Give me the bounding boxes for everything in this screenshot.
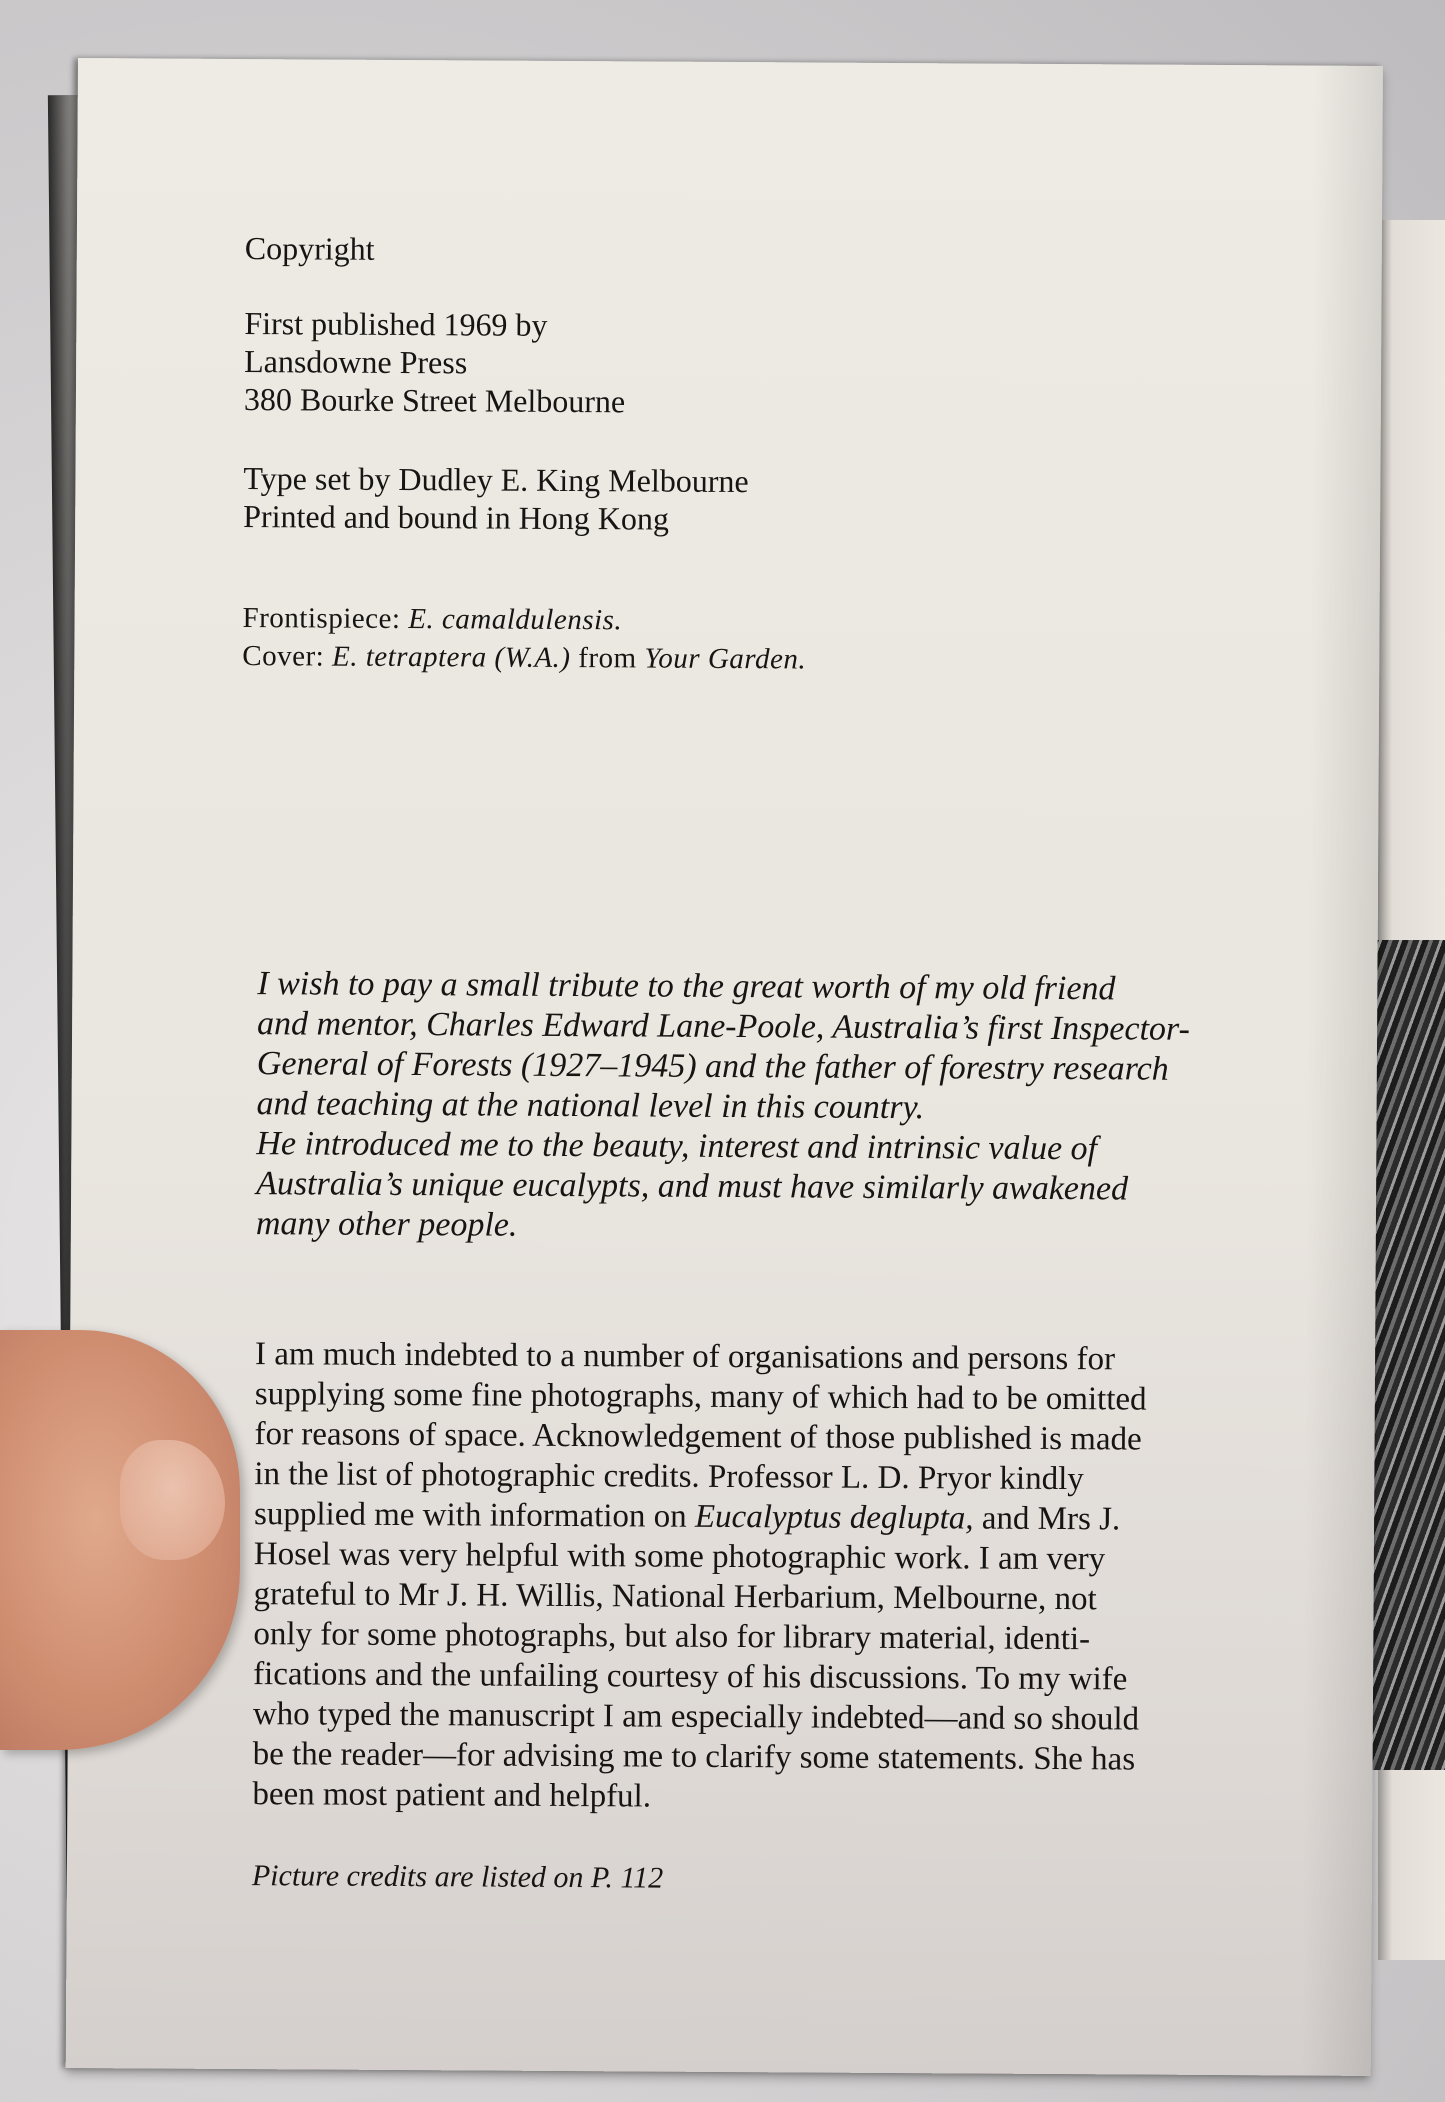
cover-source: Your Garden. bbox=[644, 642, 807, 676]
ack-line-5a: supplied me with information on bbox=[253, 1496, 696, 1535]
cover-value: E. tetraptera (W.A.) bbox=[331, 640, 571, 675]
ack-line-7: grateful to Mr J. H. Willis, National Herbarium, Melbourne, not bbox=[253, 1576, 1097, 1618]
published-line-2: Lansdowne Press bbox=[244, 343, 468, 381]
dedication-paragraph bbox=[256, 964, 1298, 1250]
ack-line-2: supplying some fine photographs, many of which had to be omitted bbox=[254, 1376, 1147, 1418]
image-notes-block bbox=[242, 599, 806, 678]
dedication-line-6: Australia’s unique eucalypts, and must have similarly awakened bbox=[256, 1165, 1129, 1208]
published-line-1: First published 1969 by bbox=[244, 305, 548, 343]
ack-line-6: Hosel was very helpful with some photographic work. I am very bbox=[253, 1536, 1106, 1578]
picture-credits-note: Picture credits are listed on P. 112 bbox=[251, 1859, 664, 1895]
dedication-line-2: and mentor, Charles Edward Lane-Poole, Australia’s first Inspector- bbox=[256, 1005, 1190, 1048]
ack-line-10: who typed the manuscript I am especially indebted—and so should bbox=[252, 1696, 1140, 1738]
dedication-line-5: He introduced me to the beauty, interest and intrinsic value of bbox=[256, 1125, 1098, 1168]
printed-line: Printed and bound in Hong Kong bbox=[243, 498, 670, 537]
typeset-line: Type set by Dudley E. King Melbourne bbox=[243, 460, 749, 500]
ack-line-8: only for some photographs, but also for library material, identi- bbox=[253, 1616, 1091, 1658]
gutter-shadow bbox=[1301, 66, 1383, 2076]
frontispiece-label: Frontispiece: bbox=[242, 602, 409, 636]
thumbnail bbox=[120, 1440, 225, 1560]
published-line-3: 380 Bourke Street Melbourne bbox=[243, 381, 626, 420]
ack-line-5c: and Mrs J. bbox=[973, 1500, 1121, 1538]
ack-line-4: in the list of photographic credits. Professor L. D. Pryor kindly bbox=[254, 1456, 1084, 1498]
book-page bbox=[66, 58, 1383, 2076]
ack-line-9: fications and the unfailing courtesy of his discussions. To my wife bbox=[253, 1656, 1128, 1698]
copyright-heading: Copyright bbox=[244, 230, 375, 267]
ack-line-3: for reasons of space. Acknowledgement of those published is made bbox=[254, 1416, 1142, 1458]
ack-line-5 bbox=[254, 1494, 1294, 1540]
acknowledgements-paragraph bbox=[252, 1334, 1295, 1820]
copyright-heading-block bbox=[245, 229, 375, 268]
cover-label: Cover: bbox=[242, 640, 333, 673]
dedication-line-4: and teaching at the national level in this country. bbox=[256, 1085, 925, 1127]
publisher-block bbox=[244, 304, 626, 420]
ack-line-5b: Eucalyptus deglupta, bbox=[694, 1498, 974, 1537]
ack-line-11: be the reader—for advising me to clarify some statements. She has bbox=[252, 1736, 1136, 1778]
frontispiece-value: E. camaldulensis. bbox=[408, 603, 623, 637]
ack-line-12: been most patient and helpful. bbox=[252, 1776, 652, 1815]
dedication-line-1: I wish to pay a small tribute to the great worth of my old friend bbox=[257, 965, 1116, 1008]
cover-from: from bbox=[570, 642, 645, 675]
ack-line-1: I am much indebted to a number of organisations and persons for bbox=[254, 1336, 1116, 1378]
dedication-line-3: General of Forests (1927–1945) and the father of forestry research bbox=[256, 1045, 1169, 1088]
printing-block bbox=[243, 459, 749, 538]
dedication-line-7: many other people. bbox=[255, 1205, 518, 1244]
frontispiece-line bbox=[242, 599, 806, 640]
cover-line bbox=[242, 637, 806, 678]
